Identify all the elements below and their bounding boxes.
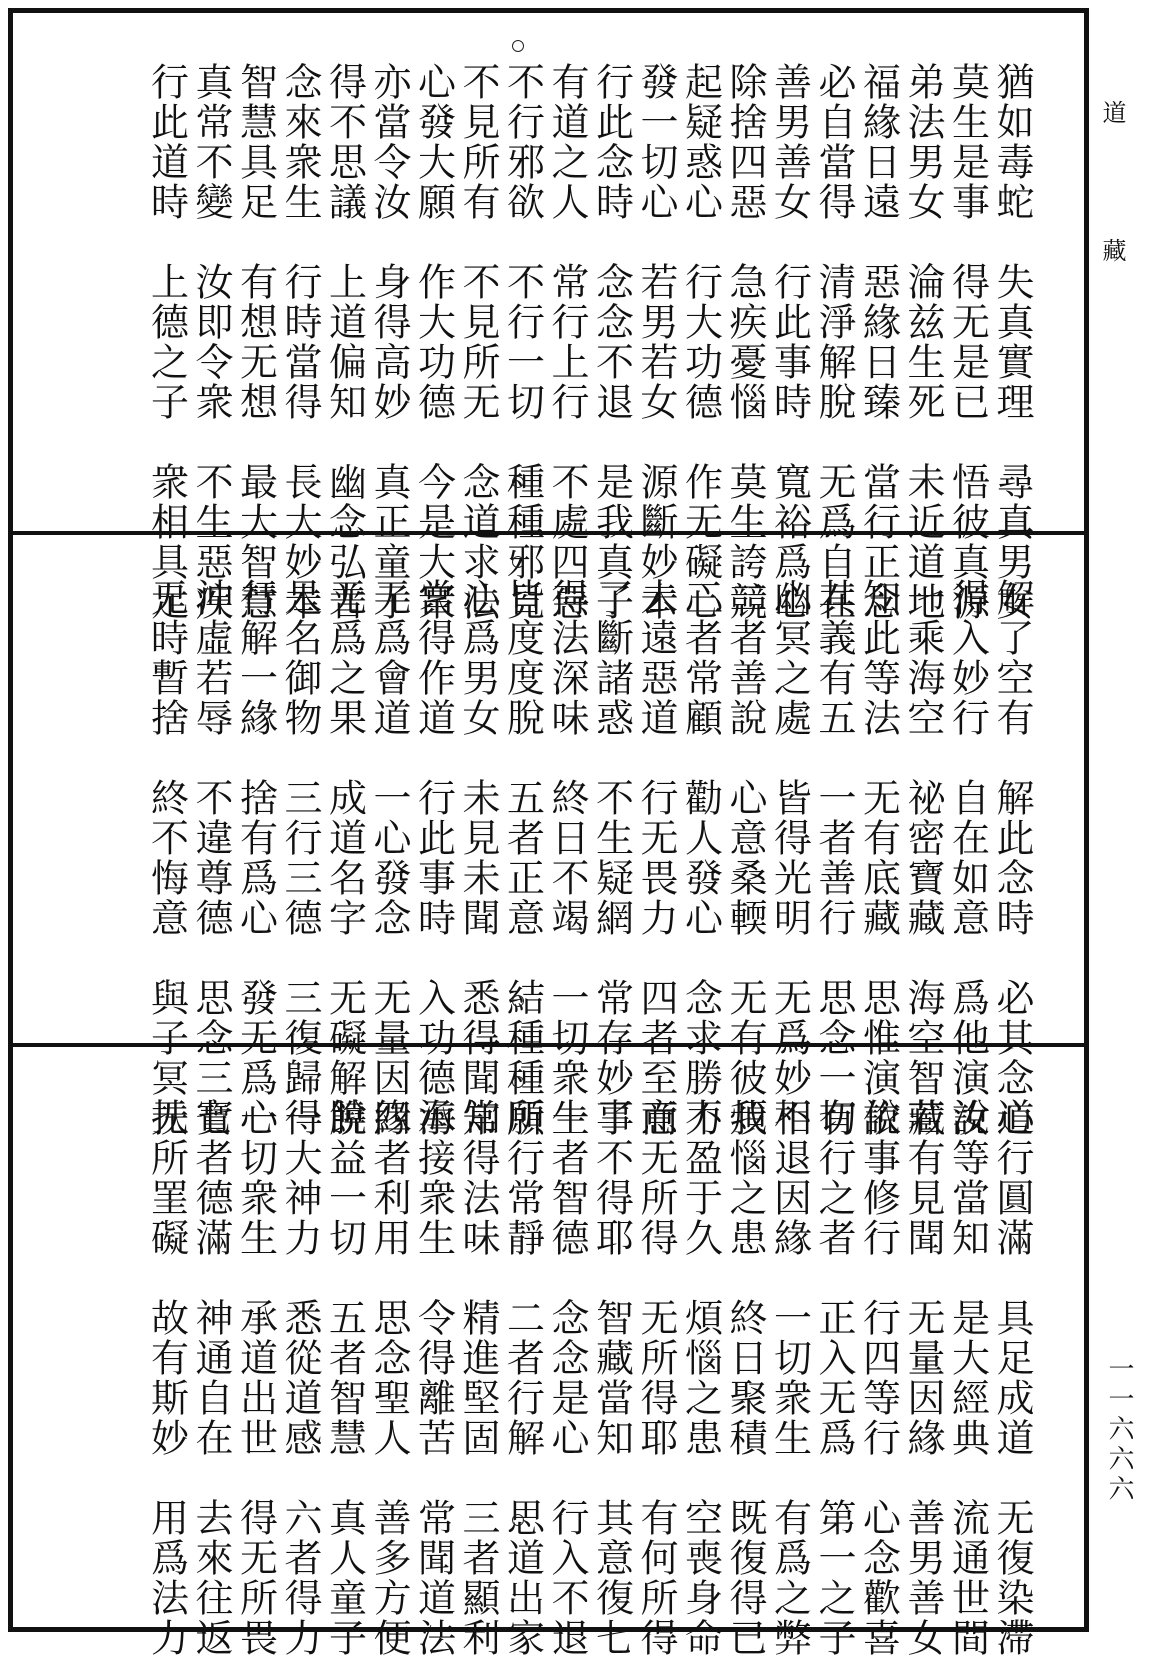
text-column: 七者德滿 神通自在 去來往返 — [189, 1098, 233, 1658]
text-column: 无爲之果 成道名字 无礙解脫 — [322, 578, 367, 1138]
page-number: 一一六六六 — [1104, 1355, 1134, 1505]
text-column: 智慧具足 有想无想 最大智慧 — [233, 62, 278, 622]
text-column: 无爲會道 一心發念 无量因緣 — [367, 578, 411, 1138]
text-column: 不見所有 不見所无 念道求法 — [456, 62, 500, 622]
circle-mark — [512, 556, 524, 568]
text-column: 一切衆生 承道出世 得无所畏 — [233, 1098, 278, 1658]
text-column: 得法深味 終日不竭 一切衆生 — [545, 578, 589, 1138]
text-column: 不行邪欲 不行一切 種種邪見 — [500, 62, 545, 622]
text-column: 常得法味 精進堅固 三者顯利 — [456, 1098, 500, 1658]
text-column: 福緣日遠 惡緣日臻 當行正念 — [856, 62, 901, 622]
text-column: 知此等法 无有底藏 思惟演說 — [856, 578, 901, 1138]
text-column: 行此道時 上德之子 衆相具足 — [144, 62, 189, 622]
text-column: 有行之者 正入无爲 第一之子 — [812, 1098, 856, 1658]
margin-title: 道 — [1098, 100, 1126, 124]
text-column: 一乘海空 祕密寶藏 海空智藏 — [901, 578, 945, 1138]
text-column: 三者常顧 勸人發心 念求勝力 — [678, 578, 723, 1138]
text-column: 无所罣礙 故有斯妙 用爲法力 — [144, 1098, 189, 1658]
text-column: 起疑惑心 行大功德 作无礙心 — [678, 62, 723, 622]
text-panel-3 — [60, 1098, 1040, 1658]
text-column: 一者智德 念念是心 行入不退 — [545, 1098, 589, 1658]
text-column: 念來衆生 行時當得 長大妙本 — [278, 62, 322, 622]
text-column: 幽冥之處 皆得光明 无爲妙相 — [767, 578, 812, 1138]
text-column: 必自當得 清淨解脫 无爲自在 — [812, 62, 856, 622]
margin-title: 藏 — [1098, 238, 1126, 262]
circle-mark — [512, 476, 524, 488]
text-column: 行解一緣 捨有爲心 發无爲心 — [233, 578, 278, 1138]
text-column: 二者善說 心意桑輭 无有彼我 — [723, 578, 767, 1138]
text-panel-1 — [60, 62, 1040, 622]
text-column: 心發大願 作大功德 今是大衆 — [411, 62, 456, 622]
text-column: 除捨四惡 急疾憂惱 莫生誇競 — [723, 62, 767, 622]
circle-mark — [512, 1514, 524, 1526]
text-column: 亦當令汝 身得高妙 真正童子 — [367, 62, 411, 622]
text-column: 了不得耶 智藏當知 其意復七 — [589, 1098, 634, 1658]
text-column: 皆度度脫 五者正意 結種種願 — [500, 578, 545, 1138]
text-column: 真常不變 汝即令衆 不生惡疾 — [189, 62, 233, 622]
text-column: 弟法男女 淪兹生死 未近道地 — [901, 62, 945, 622]
text-column: 有道之人 常行上行 不處四惡 — [545, 62, 589, 622]
text-column: 若有見聞 无量因緣 善男善女 — [901, 1098, 945, 1658]
text-column: 了斷諸惑 不生疑網 常存妙事 — [589, 578, 634, 1138]
text-column: 善男善女 行此事時 寬裕爲心 — [767, 62, 812, 622]
text-column: 不退因緣 一切衆生 有爲之弊 — [767, 1098, 812, 1658]
circle-mark — [512, 40, 524, 52]
text-column: 得入妙行 自在如意 爲他演說 — [945, 578, 990, 1138]
text-column: 心行圓滿 具足成道 无復染滯 — [990, 1098, 1034, 1658]
text-column: 承接衆生 令得離苦 常聞道法 — [411, 1098, 456, 1658]
text-column: 煩惱之患 終日聚積 既復得已 — [723, 1098, 767, 1658]
text-column: 心爲男女 未見未聞 悉得聞知 — [456, 578, 500, 1138]
text-column: 饒益一切 五者智慧 真人童子 — [322, 1098, 367, 1658]
text-panel-2 — [60, 578, 1040, 1138]
text-column: 去遠惡道 行无畏力 四者至意 — [634, 578, 678, 1138]
text-column: 其義有五 一者善行 思念一切 — [812, 578, 856, 1138]
text-column: 莫生是事 得无是已 悟彼真源 — [945, 62, 990, 622]
text-column: 依事修行 行四等行 心念歡喜 — [856, 1098, 901, 1658]
text-column: 不盈于久 煩惱之患 空喪身命 — [678, 1098, 723, 1658]
text-column: 而无所得 无所得耶 有何所得 — [634, 1098, 678, 1658]
text-column: 无時暫捨 終不悔意 與子冥扶 — [144, 578, 189, 1138]
text-column: 沖虛若辱 不違尊德 思念三寶 — [189, 578, 233, 1138]
circle-mark — [512, 1076, 524, 1088]
text-column: 猶如毒蛇 失真實理 尋真男女 — [990, 62, 1034, 622]
text-column: 四者利用 思念聖人 善多方便 — [367, 1098, 411, 1658]
text-column: 當得作道 行此事時 入功德海 — [411, 578, 456, 1138]
text-column: 是名御物 三行三德 三復歸一 — [278, 578, 322, 1138]
text-column: 所行常靜 二者行解 思道出家 — [500, 1098, 545, 1658]
text-column: 汝等當知 是大經典 流通世間 — [945, 1098, 990, 1658]
text-column: 得大神力 悉從道感 六者得力 — [278, 1098, 322, 1658]
text-column: 行此念時 念念不退 是我真子 — [589, 62, 634, 622]
text-column: 發一切心 若男若女 源斷妙本 — [634, 62, 678, 622]
text-column: 得不思議 上道偏知 幽念弘普 — [322, 62, 367, 622]
text-column: 解了空有 解此念時 必其念道 — [990, 578, 1034, 1138]
circle-mark — [512, 995, 524, 1007]
